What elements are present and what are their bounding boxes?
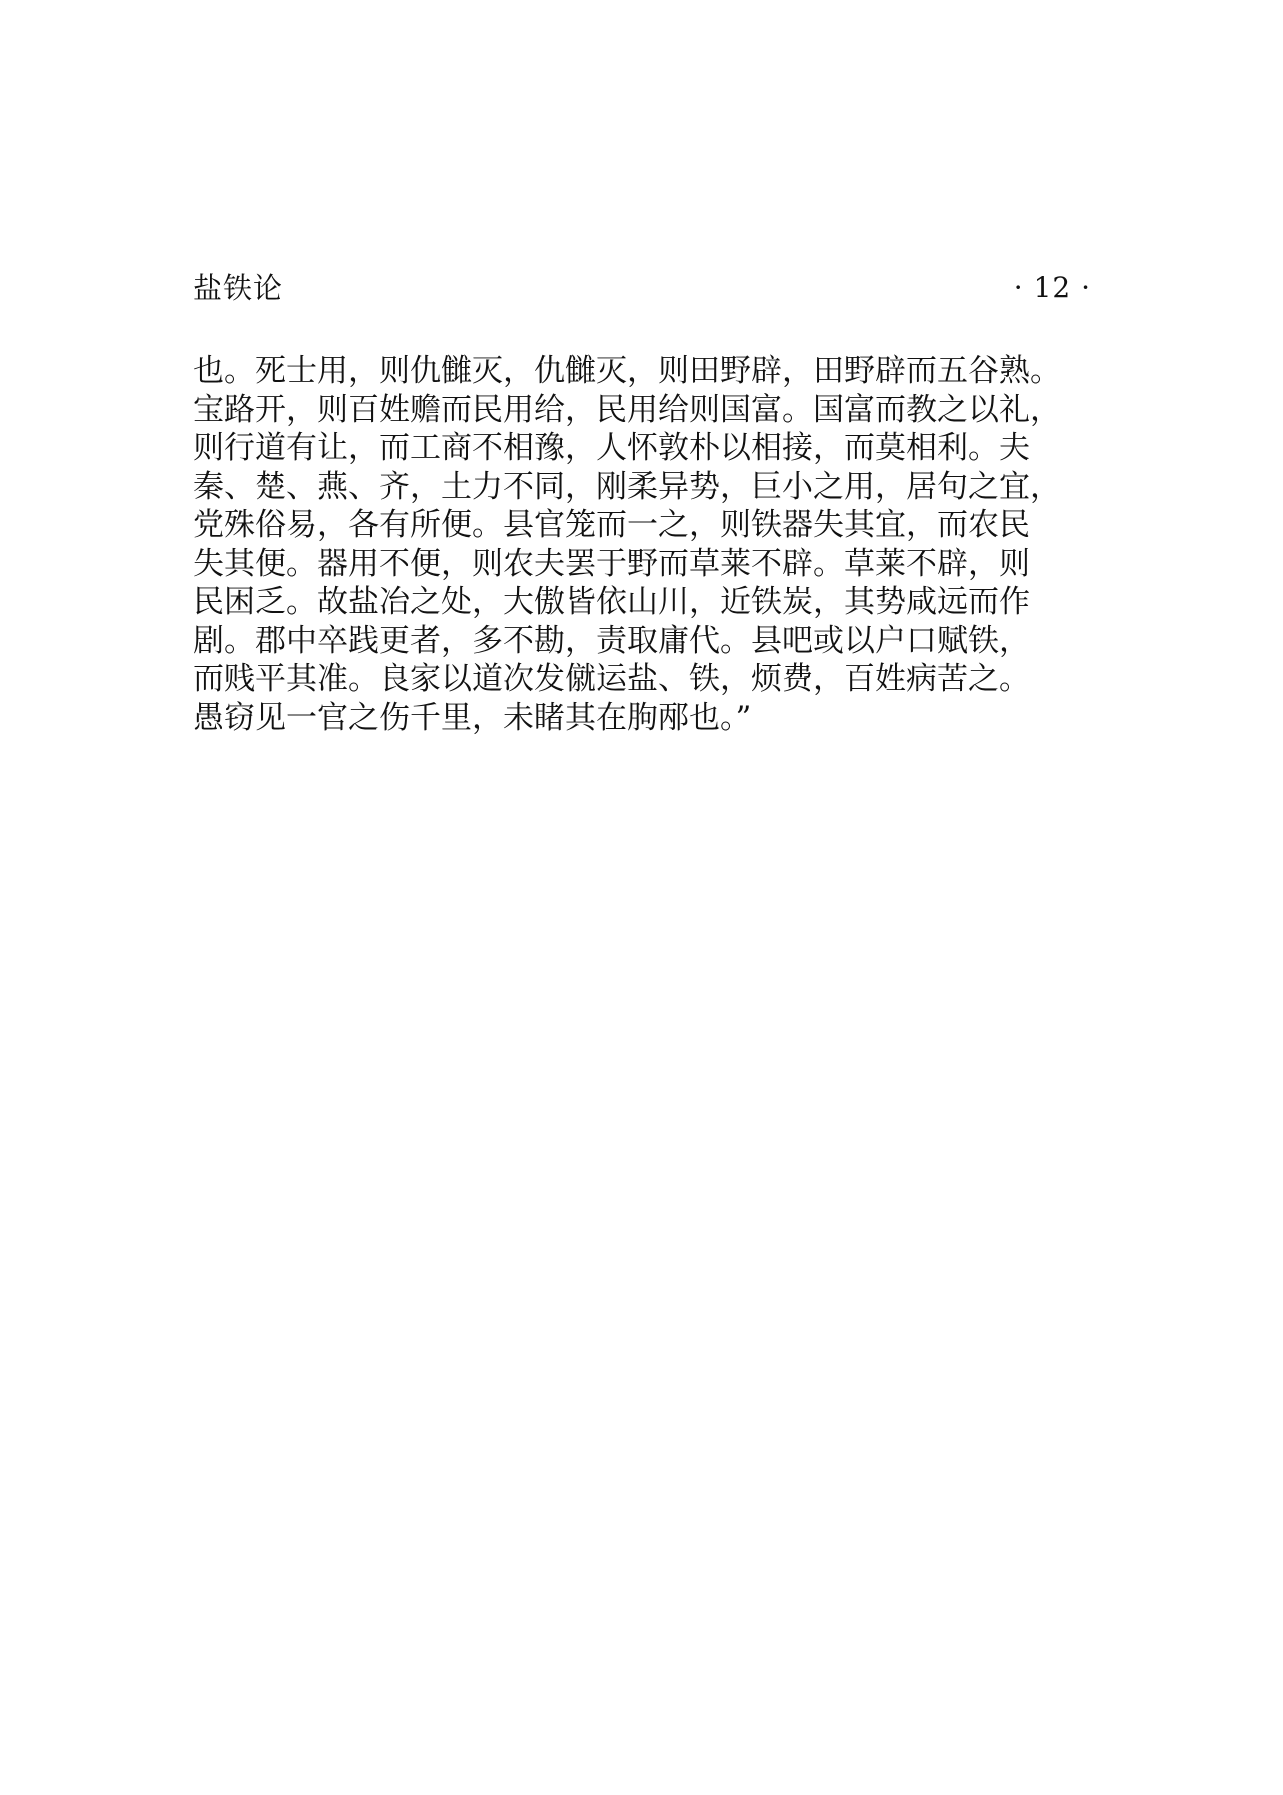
text-line-2: 宝路开，则百姓赡而民用给，民用给则国富。国富而教之以礼， [193,391,1061,428]
text-line-9: 而贱平其准。良家以道次发僦运盐、铁，烦费，百姓病苦之。 [193,661,1030,697]
text-line-1: 也。死士用，则仇雠灭，仇雠灭，则田野辟，田野辟而五谷熟。 [193,353,1061,389]
body-text [193,352,1113,737]
text-line-6: 失其便。器用不便，则农夫罢于野而草莱不辟。草莱不辟，则 [193,545,1030,582]
page-number: · 12 · [1013,271,1091,304]
running-title: 盐铁论 [193,271,284,305]
text-line-7: 民困乏。故盐冶之处，大傲皆依山川，近铁炭，其势咸远而作 [193,584,1030,620]
text-line-5: 党殊俗易，各有所便。县官笼而一之，则铁器失其宜，而农民 [193,507,1030,543]
text-line-8: 剧。郡中卒践更者，多不勘，责取庸代。县吧或以户口赋铁， [193,622,1030,659]
text-line-4: 秦、楚、燕、齐，土力不同，刚柔异势，巨小之用，居句之宜， [193,468,1061,505]
text-line-10: 愚窃见一官之伤千里，未睹其在朐邴也。” [193,699,752,736]
text-line-3: 则行道有让，而工商不相豫，人怀敦朴以相接，而莫相利。夫 [193,430,1030,466]
